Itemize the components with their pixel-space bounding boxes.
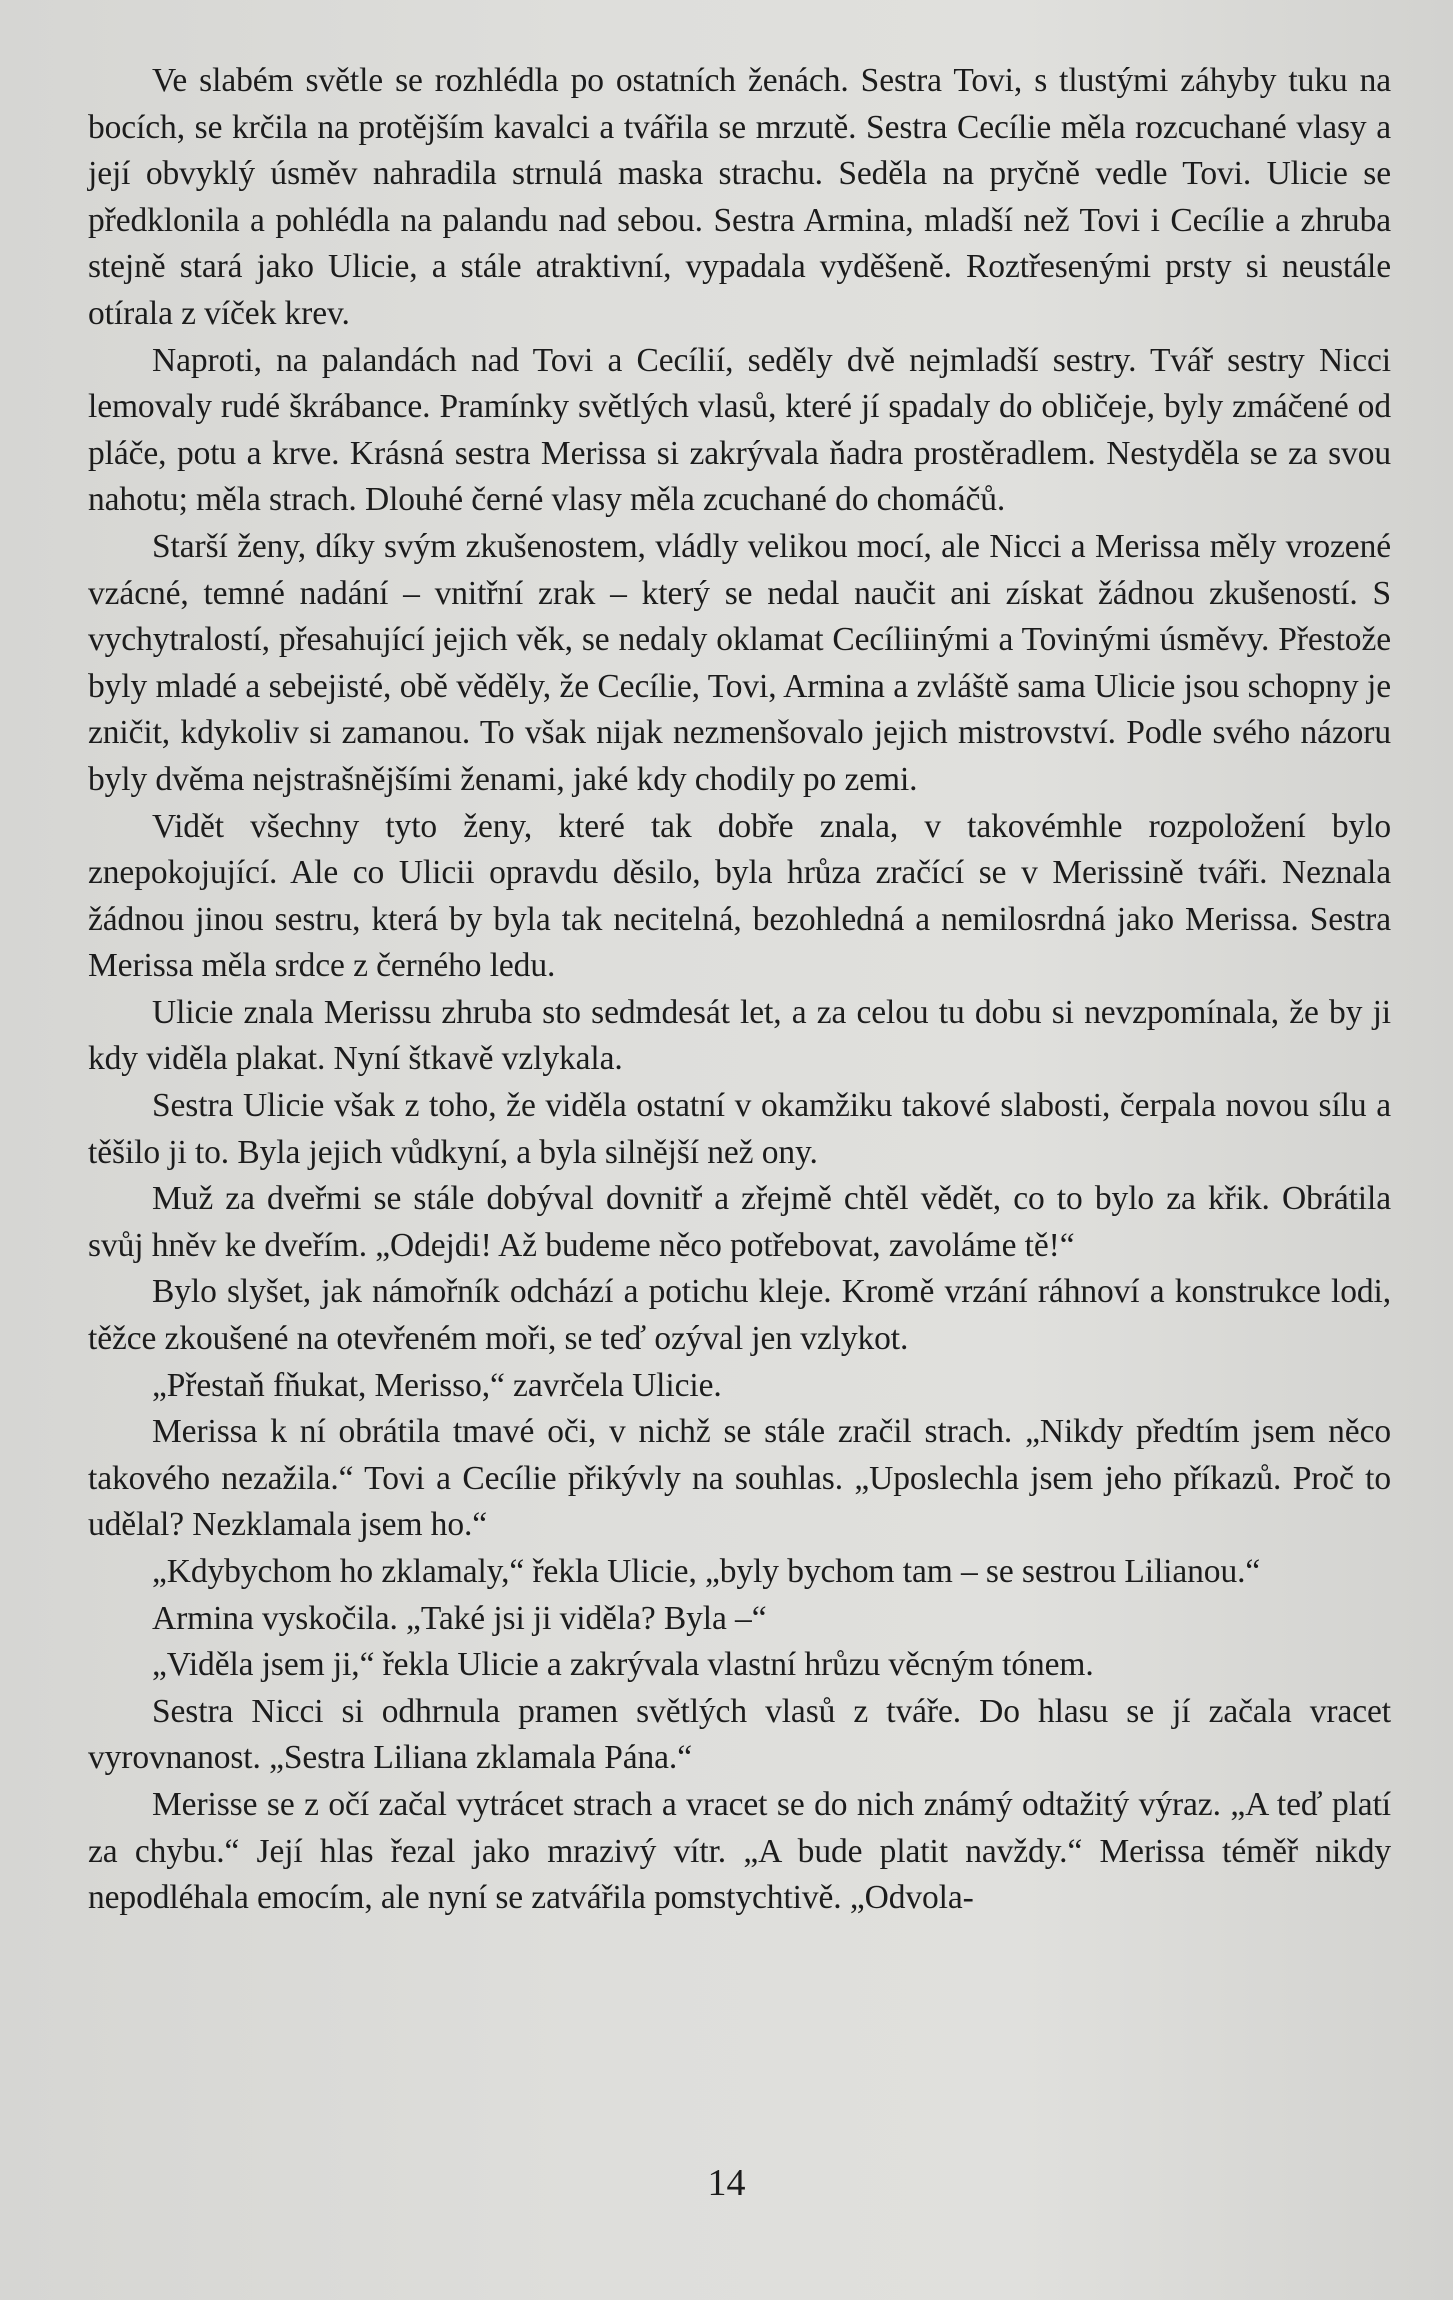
paragraph-5: Ulicie znala Merissu zhruba sto sedmdesát let, a za celou tu dobu si nevzpomínala, že by ji kdy viděla plakat. Nyní štkavě vzlykala. [88, 993, 1391, 1078]
page-number: 14 [707, 2162, 746, 2204]
paragraph-1: Ve slabém světle se rozhlédla po ostatních ženách. Sestra Tovi, s tlustými záhyby tuku na bocích, se krčila na protějším kavalci a tvářila se mrzutě. Sestra Cecílie měla rozcuchané vlasy a její obvyklý úsměv nahradila strnulá maska strachu. Seděla na pryčně vedle Tovi. Ulicie se předklonila a pohlédla na palandu nad sebou. Sestra Armina, mladší než Tovi i Cecílie a zhruba stejně stará jako Ulicie, a stále atraktivní, vypadala vyděšeně. Roztřesenými prsty si neustále otírala z víček krev. [88, 62, 1391, 332]
paragraph-4: Vidět všechny tyto ženy, které tak dobře znala, v takovémhle rozpoložení bylo znepokojující. Ale co Ulicii opravdu děsilo, byla hrůza zračící se v Merissině tváři. Neznala žádnou jinou sestru, která by byla tak necitelná, bezohledná a nemilosrdná jako Merissa. Sestra Merissa měla srdce z černého ledu. [88, 807, 1391, 985]
paragraph-6: Sestra Ulicie však z toho, že viděla ostatní v okamžiku takové slabosti, čerpala novou sílu a těšilo ji to. Byla jejich vůdkyní, a byla silnější než ony. [88, 1087, 1391, 1171]
paragraph-10: Merissa k ní obrátila tmavé oči, v nichž se stále zračil strach. „Nikdy předtím jsem něco takového nezažila.“ Tovi a Cecílie přikývly na souhlas. „Uposlechla jsem jeho příkazů. Proč to udělal? Nezklamala jsem ho.“ [88, 1413, 1391, 1544]
paragraph-11: „Kdybychom ho zklamaly,“ řekla Ulicie, „byly bychom tam – se sestrou Lilianou.“ [152, 1553, 1261, 1590]
body-text [88, 58, 1391, 1922]
paragraph-13: „Viděla jsem ji,“ řekla Ulicie a zakrývala vlastní hrůzu věcným tónem. [152, 1646, 1094, 1684]
paragraph-12: Armina vyskočila. „Také jsi ji viděla? Byla –“ [152, 1599, 767, 1637]
paragraph-8: Bylo slyšet, jak námořník odchází a potichu kleje. Kromě vrzání ráhnoví a konstrukce lodi, těžce zkoušené na otevřeném moři, se teď ozýval jen vzlykot. [88, 1273, 1391, 1358]
paragraph-3: Starší ženy, díky svým zkušenostem, vládly velikou mocí, ale Nicci a Merissa měly vrozené vzácné, temné nadání – vnitřní zrak – který se nedal naučit ani získat žádnou zkušeností. S vychytralostí, přesahující jejich věk, se nedaly oklamat Cecíliinými a Tovinými úsměvy. Přestože byly mladé a sebejisté, obě věděly, že Cecílie, Tovi, Armina a zvláště sama Ulicie jsou schopny je zničit, kdykoliv si zamanou. To však nijak nezmenšovalo jejich mistrovství. Podle svého názoru byly dvěma nejstrašnějšími ženami, jaké kdy chodily po zemi. [88, 527, 1391, 798]
paragraph-15: Merisse se z očí začal vytrácet strach a vracet se do nich známý odtažitý výraz. „A teď platí za chybu.“ Její hlas řezal jako mrazivý vítr. „A bude platit navždy.“ Merissa téměř nikdy nepodléhala emocím, ale nyní se zatvářila pomstychtivě. „Odvola- [88, 1785, 1391, 1917]
paragraph-2: Naproti, na palandách nad Tovi a Cecílií, seděly dvě nejmladší sestry. Tvář sestry Nicci lemovaly rudé škrábance. Pramínky světlých vlasů, které jí spadaly do obličeje, byly zmáčené od pláče, potu a krve. Krásná sestra Merissa si zakrývala ňadra prostěradlem. Nestyděla se za svou nahotu; měla strach. Dlouhé černé vlasy měla zcuchané do chomáčů. [88, 341, 1391, 519]
paragraph-7: Muž za dveřmi se stále dobýval dovnitř a zřejmě chtěl vědět, co to bylo za křik. Obrátila svůj hněv ke dveřím. „Odejdi! Až budeme něco potřebovat, zavoláme tě!“ [88, 1180, 1391, 1264]
paragraph-9: „Přestaň fňukat, Merisso,“ zavrčela Ulicie. [152, 1366, 722, 1404]
paragraph-14: Sestra Nicci si odhrnula pramen světlých vlasů z tváře. Do hlasu se jí začala vracet vyrovnanost. „Sestra Liliana zklamala Pána.“ [88, 1692, 1391, 1777]
